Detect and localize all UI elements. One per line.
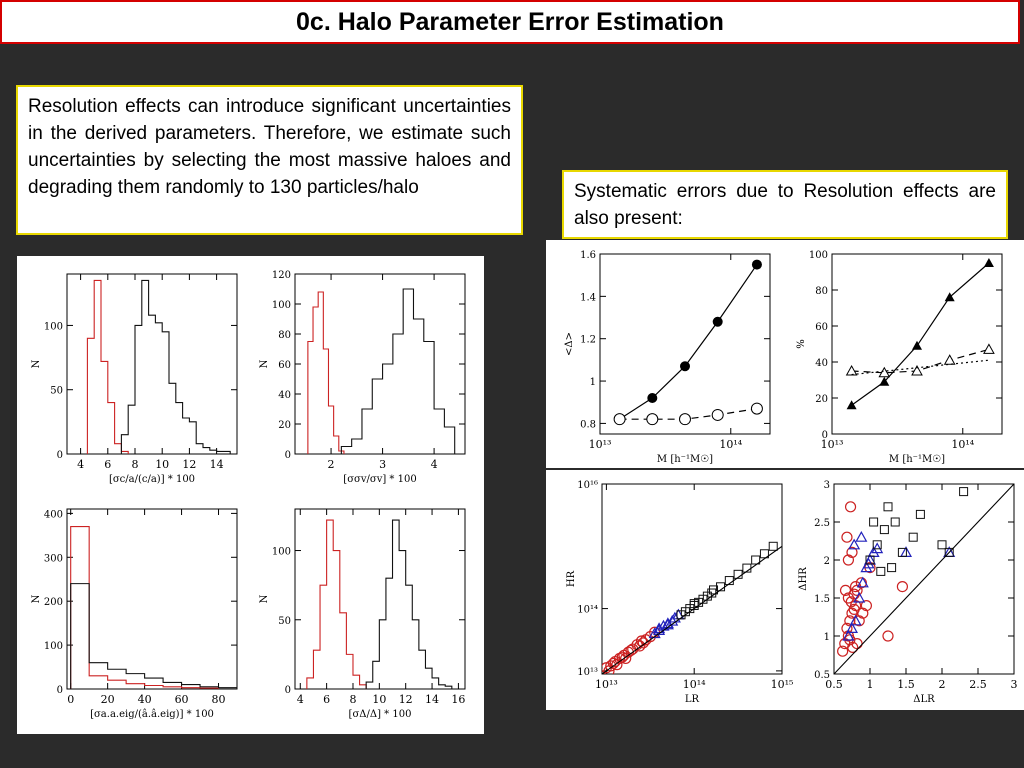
x-axis-label: [σa.a.eig/(â.â.eig)] * 100 [90,709,214,720]
chart-6 [566,480,793,705]
plot-frame [600,254,770,434]
histogram-panel [17,256,484,734]
data-point [984,344,994,353]
x-tick-label: 16 [451,693,466,706]
line-series-0 [852,263,989,405]
histogram-figure [17,256,484,734]
x-axis-label: ΔLR [913,694,935,705]
x-tick-label: 2.5 [969,678,987,691]
x-tick-label: 10¹³ [820,438,844,451]
y-tick-label: 1 [589,377,596,389]
data-point [884,503,892,511]
y-tick-label: 50 [278,615,291,627]
x-tick-label: 4 [296,693,304,706]
x-tick-label: 3 [1010,678,1018,691]
mass-trend-panel [546,240,1024,468]
data-point [984,258,994,267]
data-point [870,518,878,526]
y-tick-label: 0 [821,430,828,441]
y-tick-label: 60 [815,322,828,333]
data-point [909,533,917,541]
y-tick-label: 10¹³ [577,666,598,678]
data-point [769,542,777,550]
plot-frame [67,274,237,454]
x-tick-label: 4 [77,458,85,471]
x-tick-label: 1.5 [897,678,915,691]
x-tick-label: 10¹³ [588,438,612,451]
x-tick-label: 14 [209,458,224,471]
y-tick-label: 100 [271,546,291,558]
y-tick-label: 40 [278,390,291,401]
chart-4 [564,250,770,465]
y-tick-label: 0 [284,450,291,461]
data-point [883,631,893,641]
plot-area [834,484,1014,674]
chart-2 [31,509,237,720]
line-series-1 [852,349,989,372]
x-tick-label: 2 [327,458,335,471]
x-tick-label: 10¹⁴ [951,438,975,451]
x-tick-label: 12 [182,458,197,471]
data-point [891,518,899,526]
data-point [647,414,658,425]
plot-area [601,542,782,676]
x-axis-label: LR [684,694,700,705]
x-axis-label: [σΔ/Δ] * 100 [348,709,412,720]
data-point [880,526,888,534]
x-tick-label: 10 [372,693,387,706]
x-tick-label: 10 [155,458,170,471]
x-tick-label: 8 [349,693,357,706]
plot-frame [67,509,237,689]
y-tick-label: 100 [43,641,63,653]
x-tick-label: 4 [430,458,438,471]
y-tick-label: 0 [56,450,63,461]
y-tick-label: 3 [823,480,830,491]
data-point [614,414,625,425]
plot-frame [295,274,465,454]
resolution-text: Resolution effects can introduce significant uncertainties in the derived parameters. Therefore, we estimate such uncertainties by selecting the most massive haloes and degrading them randomly to 130 particles/halo [28,96,511,198]
mass-trend-figure [546,240,1024,468]
histogram-series-1 [341,289,454,454]
data-point [877,567,885,575]
data-point [647,393,657,403]
chart-7 [798,480,1018,705]
y-tick-label: 300 [43,553,63,565]
histogram-series-1 [121,280,230,454]
chart-3 [259,509,465,720]
x-axis-label: M [h⁻¹M☉] [888,454,946,465]
data-point [680,361,690,371]
x-tick-label: 60 [174,693,189,706]
data-point [680,414,691,425]
data-point [712,409,723,420]
plot-area [614,260,762,425]
x-tick-label: 2 [938,678,946,691]
data-point [897,582,907,592]
x-axis-label: [σσv/σv] * 100 [343,474,417,485]
y-tick-label: 2.5 [814,518,830,529]
one-to-one-line [602,546,782,674]
data-point [938,541,946,549]
histogram-series-0 [87,280,128,454]
x-tick-label: 0 [67,693,75,706]
y-tick-label: 60 [278,360,291,371]
systematic-text-box [562,170,1008,239]
y-tick-label: 400 [43,509,63,521]
data-point [847,400,857,409]
data-point [846,502,856,512]
line-series-0 [620,265,757,420]
y-tick-label: 2 [823,556,830,567]
data-point [960,488,968,496]
x-tick-label: 80 [211,693,226,706]
y-axis-label: % [796,339,807,349]
y-tick-label: 200 [43,597,63,609]
x-tick-label: 20 [100,693,115,706]
y-tick-label: 80 [815,286,828,297]
x-tick-label: 10¹³ [594,678,618,691]
data-point [752,260,762,270]
y-axis-label: N [31,359,42,369]
data-point [945,355,955,364]
chart-5 [796,250,1002,465]
y-tick-label: 10¹⁶ [577,480,598,491]
y-tick-label: 1.5 [814,594,830,605]
data-point [751,403,762,414]
x-tick-label: 10¹⁵ [770,678,794,691]
y-tick-label: 1.4 [580,292,596,304]
y-tick-label: 10¹⁴ [577,604,598,616]
y-tick-label: 80 [278,330,291,341]
histogram-series-1 [71,584,237,689]
data-point [916,510,924,518]
y-tick-label: 0 [56,685,63,696]
data-point [842,532,852,542]
data-point [888,564,896,572]
y-tick-label: 100 [808,250,828,261]
x-tick-label: 6 [323,693,331,706]
systematic-text: Systematic errors due to Resolution effects are also present: [574,181,996,229]
y-axis-label: N [31,594,42,604]
x-tick-label: 40 [137,693,152,706]
y-tick-label: 20 [278,420,291,431]
y-tick-label: 1.2 [580,334,596,346]
slide-title-bar [0,0,1020,44]
histogram-series-0 [71,527,219,689]
plot-area [847,258,994,409]
y-tick-label: 0.5 [814,670,830,681]
x-tick-label: 10¹⁴ [719,438,743,451]
data-point [856,532,866,541]
y-tick-label: 1.6 [580,250,596,261]
data-point [912,341,922,350]
x-tick-label: 1 [866,678,874,691]
x-tick-label: 14 [425,693,440,706]
plot-area [308,289,455,454]
y-axis-label: ΔHR [798,567,809,591]
x-tick-label: 10¹⁴ [682,678,706,691]
y-tick-label: 50 [50,385,63,397]
x-tick-label: 8 [131,458,139,471]
x-tick-label: 0.5 [825,678,843,691]
y-axis-label: N [259,594,270,604]
y-tick-label: 1 [823,632,830,643]
data-point [713,317,723,327]
y-axis-label: <Δ> [564,332,575,356]
data-point [847,366,857,375]
y-tick-label: 20 [815,394,828,405]
y-axis-label: HR [566,570,577,588]
comparison-figure [546,470,1024,710]
chart-0 [31,274,237,485]
y-tick-label: 120 [271,270,291,281]
x-tick-label: 3 [379,458,387,471]
slide-title: 0c. Halo Parameter Error Estimation [296,7,724,36]
x-tick-label: 6 [104,458,112,471]
histogram-series-0 [307,520,366,689]
plot-area [307,520,452,689]
x-tick-label: 12 [398,693,413,706]
y-axis-label: N [259,359,270,369]
resolution-text-box [16,85,523,235]
plot-area [87,280,230,454]
y-tick-label: 100 [271,300,291,311]
histogram-series-1 [366,520,452,689]
x-axis-label: [σc/a/(c/a)] * 100 [108,474,196,485]
y-tick-label: 0 [284,685,291,696]
x-axis-label: M [h⁻¹M☉] [656,454,714,465]
chart-1 [259,270,465,485]
y-tick-label: 100 [43,321,63,333]
histogram-series-0 [308,292,344,454]
plot-area [71,527,237,689]
y-tick-label: 40 [815,358,828,369]
y-tick-label: 0.8 [580,419,596,431]
comparison-panel [546,470,1024,710]
